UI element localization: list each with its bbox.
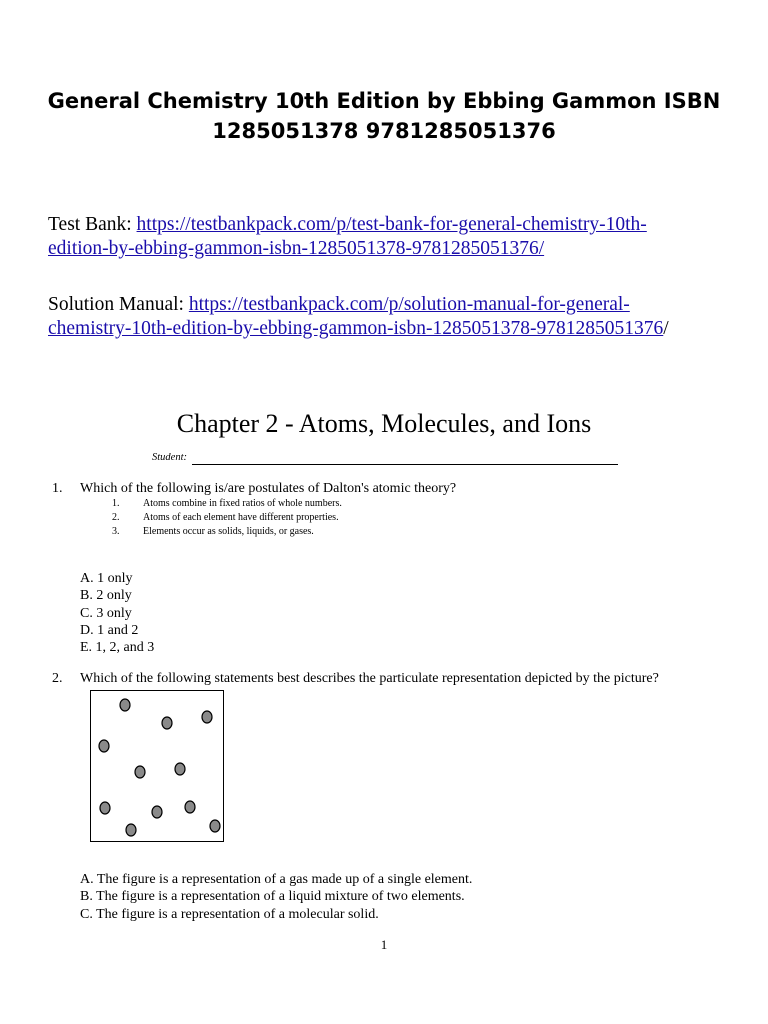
test-bank-link[interactable]	[48, 214, 647, 259]
particle-atom	[210, 820, 220, 832]
test-bank-block	[48, 213, 728, 261]
particle-atom	[175, 763, 185, 775]
question-2-number: 2.	[52, 671, 63, 686]
statement-2-text: Atoms of each element have different properties.	[143, 512, 339, 523]
question-1-number: 1.	[52, 481, 63, 496]
question-1-choices	[80, 570, 154, 656]
question-2-text: Which of the following statements best describes the particulate representation depicted by the picture?	[80, 671, 659, 686]
test-bank-url-line2: edition-by-ebbing-gammon-isbn-1285051378-9781285051376/	[48, 238, 545, 259]
student-label: Student:	[152, 452, 187, 463]
choice-1d[interactable]: D. 1 and 2	[80, 622, 139, 638]
particle-atom	[162, 717, 172, 729]
particle-atom	[99, 740, 109, 752]
choice-2a[interactable]: A. The figure is a representation of a gas made up of a single element.	[80, 872, 473, 887]
particle-figure	[90, 690, 224, 842]
particles	[99, 699, 220, 836]
statement-3-text: Elements occur as solids, liquids, or gases.	[143, 526, 314, 537]
question-2-choices	[80, 871, 472, 923]
statement-1-text: Atoms combine in fixed ratios of whole numbers.	[143, 498, 342, 509]
particle-atom	[202, 711, 212, 723]
solution-manual-url-line1: https://testbankpack.com/p/solution-manual-for-general-	[188, 294, 630, 315]
statement-1-number: 1.	[112, 498, 120, 509]
choice-2c[interactable]: C. The figure is a representation of a molecular solid.	[80, 906, 379, 922]
particle-atom	[135, 766, 145, 778]
particle-atom	[120, 699, 130, 711]
student-name-line[interactable]	[192, 464, 618, 465]
particle-atom	[152, 806, 162, 818]
particle-figure-svg	[91, 691, 225, 843]
test-bank-url-line1: https://testbankpack.com/p/test-bank-for-general-chemistry-10th-	[136, 214, 647, 235]
statement-3-number: 3.	[112, 526, 120, 537]
choice-1a[interactable]: A. 1 only	[80, 571, 133, 586]
question-1-text: Which of the following is/are postulates of Dalton's atomic theory?	[80, 481, 457, 496]
solution-manual-label: Solution Manual:	[48, 294, 184, 315]
statement-2-number: 2.	[112, 512, 120, 523]
solution-manual-url-line2: chemistry-10th-edition-by-ebbing-gammon-isbn-1285051378-9781285051376	[48, 318, 664, 339]
choice-1c[interactable]: C. 3 only	[80, 605, 132, 621]
chapter-title: Chapter 2 - Atoms, Molecules, and Ions	[176, 409, 592, 438]
choice-2b[interactable]: B. The figure is a representation of a liquid mixture of two elements.	[80, 889, 465, 905]
document-title: General Chemistry 10th Edition by Ebbing Gammon ISBN 1285051378 9781285051376	[47, 89, 721, 143]
particle-atom	[185, 801, 195, 813]
particle-atom	[126, 824, 136, 836]
page-number: 1	[380, 937, 388, 952]
choice-1e[interactable]: E. 1, 2, and 3	[80, 640, 155, 656]
choice-1b[interactable]: B. 2 only	[80, 588, 132, 604]
particle-atom	[100, 802, 110, 814]
solution-manual-block	[48, 293, 728, 341]
test-bank-label: Test Bank:	[48, 214, 132, 235]
solution-manual-trailing: /	[663, 318, 669, 339]
